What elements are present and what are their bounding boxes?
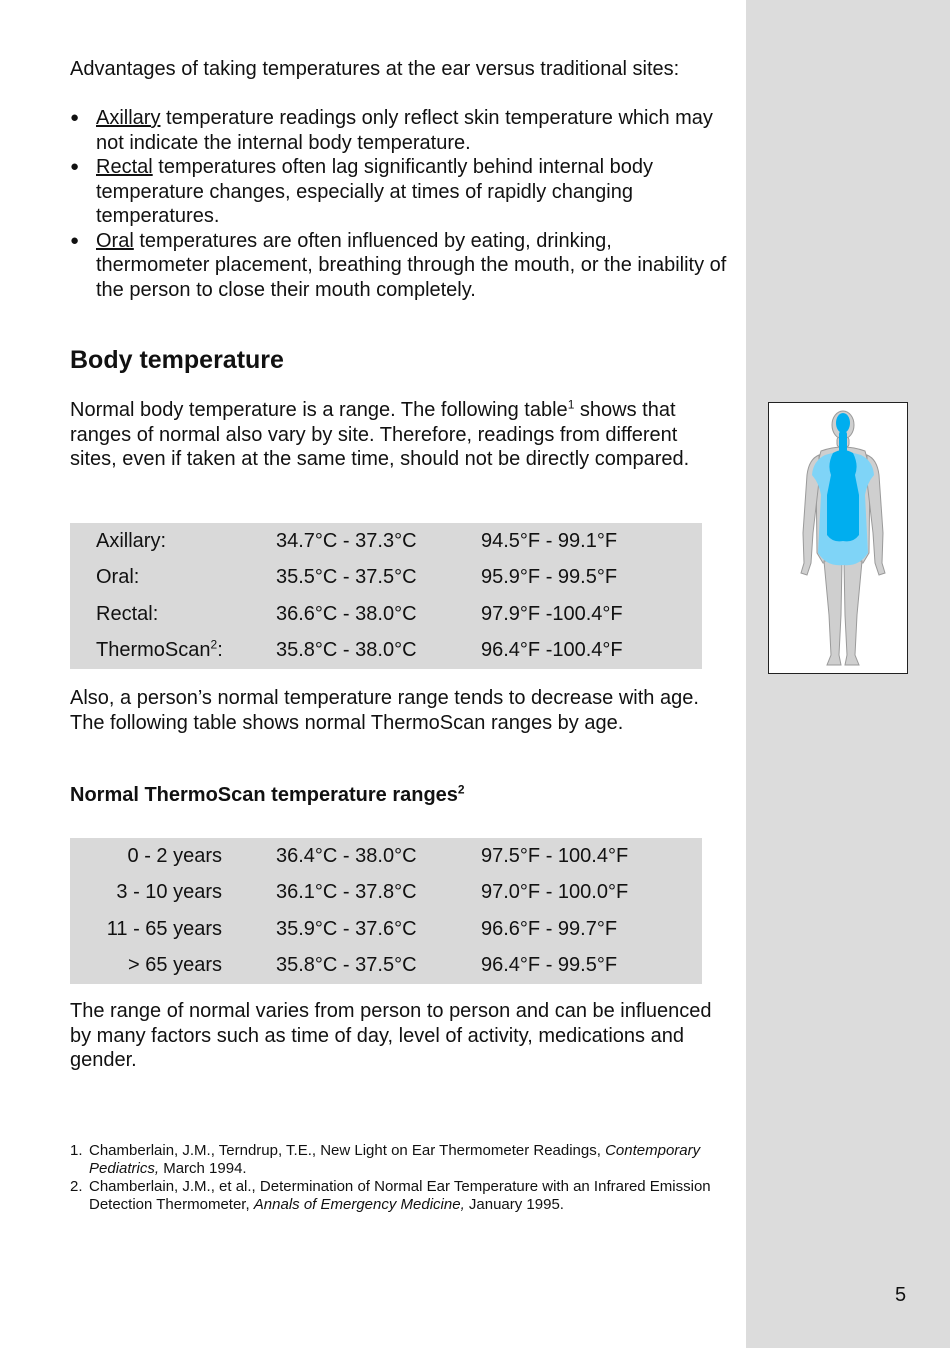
fahrenheit-cell: 97.5°F - 100.4°F [481, 844, 629, 867]
celsius-cell: 35.9°C - 37.6°C [276, 917, 417, 940]
body-temperature-paragraph [70, 398, 720, 472]
site-cell: Axillary: [96, 529, 167, 552]
celsius-cell: 36.1°C - 37.8°C [276, 881, 417, 904]
fahrenheit-cell: 96.6°F - 99.7°F [481, 917, 618, 940]
fahrenheit-cell: 97.0°F - 100.0°F [481, 881, 629, 904]
site-cell: Rectal: [96, 602, 159, 625]
table-row [70, 560, 702, 597]
body-figure-frame [768, 402, 908, 674]
celsius-cell: 36.6°C - 38.0°C [276, 602, 417, 625]
age-cell: 11 - 65 years [106, 917, 222, 940]
list-item [70, 106, 730, 155]
human-body-core-temperature-icon [769, 403, 906, 672]
bullet-term: Axillary [96, 107, 161, 129]
age-intro-paragraph: Also, a person’s normal temperature range tends to decrease with age. The following table shows normal ThermoScan ranges by age. [70, 687, 699, 734]
intro-paragraph: Advantages of taking temperatures at the ear versus traditional sites: [70, 58, 680, 80]
fahrenheit-cell: 95.9°F - 99.5°F [481, 566, 618, 589]
site-cell: Oral: [96, 566, 140, 589]
site-advantages-list [70, 106, 730, 302]
list-item [70, 155, 730, 229]
age-cell: 3 - 10 years [116, 881, 222, 904]
fahrenheit-cell: 96.4°F - 99.5°F [481, 954, 618, 977]
bullet-text: temperatures are often influenced by eating, drinking, thermometer placement, breathing through the mouth, or the inability of the person to close their mouth completely. [96, 229, 727, 301]
list-item [70, 229, 730, 303]
age-range-table [70, 838, 702, 984]
footnote-ref: 2 [210, 637, 218, 652]
age-table-heading: Normal ThermoScan temperature ranges$^2$ [70, 782, 465, 806]
celsius-cell: 36.4°C - 38.0°C [276, 844, 417, 867]
bullet-text: temperature readings only reflect skin temperature which may not indicate the internal body temperature. [96, 107, 713, 154]
bullet-text: temperatures often lag significantly behind internal body temperature changes, especially at times of rapidly changing temperatures. [96, 156, 654, 227]
table-row [70, 911, 702, 948]
footnote: 2. Chamberlain, J.M., et al., Determination of Normal Ear Temperature with an Infrared Emission Detection Thermometer, Annals of Emergency Medicine, January 1995. [70, 1178, 711, 1213]
footnote: 1. Chamberlain, J.M., Terndrup, T.E., New Light on Ear Thermometer Readings, Contemporary Pediatrics, March 1994. [70, 1142, 701, 1177]
celsius-cell: 35.5°C - 37.5°C [276, 566, 417, 589]
fahrenheit-cell: 97.9°F -100.4°F [481, 602, 623, 625]
age-cell: > 65 years [128, 954, 222, 977]
bullet-term: Oral [96, 229, 134, 252]
fahrenheit-cell: 94.5°F - 99.1°F [481, 529, 618, 552]
table-row [70, 838, 702, 875]
celsius-cell: 35.8°C - 37.5°C [276, 954, 417, 977]
fahrenheit-cell: 96.4°F -100.4°F [481, 639, 623, 662]
footnote-ref: 2 [457, 782, 465, 797]
site-cell: ThermoScan$^2$: [96, 637, 223, 662]
table-row [70, 875, 702, 912]
variation-paragraph: The range of normal varies from person to person and can be influenced by many factors such as time of day, level of activity, medications and gender. [70, 1000, 712, 1071]
bullet-term: Rectal [96, 156, 153, 178]
table-row [70, 523, 702, 560]
section-heading: Body temperature [70, 346, 284, 374]
table-row [70, 633, 702, 670]
paragraph-text: shows that ranges of normal also vary by site. Therefore, readings from different sites, even if taken at the same time, should not be directly compared. [70, 399, 690, 470]
age-cell: 0 - 2 years [127, 844, 222, 867]
paragraph-text: Normal body temperature is a range. The following table [70, 399, 568, 421]
celsius-cell: 35.8°C - 38.0°C [276, 639, 417, 662]
right-sidebar-band [746, 0, 950, 1348]
page-number: 5 [895, 1284, 907, 1306]
footnotes [70, 1142, 720, 1214]
table-row [70, 948, 702, 985]
celsius-cell: 34.7°C - 37.3°C [276, 529, 417, 552]
table-row [70, 596, 702, 633]
site-range-table [70, 523, 702, 669]
footnote-ref: 1 [567, 397, 575, 412]
